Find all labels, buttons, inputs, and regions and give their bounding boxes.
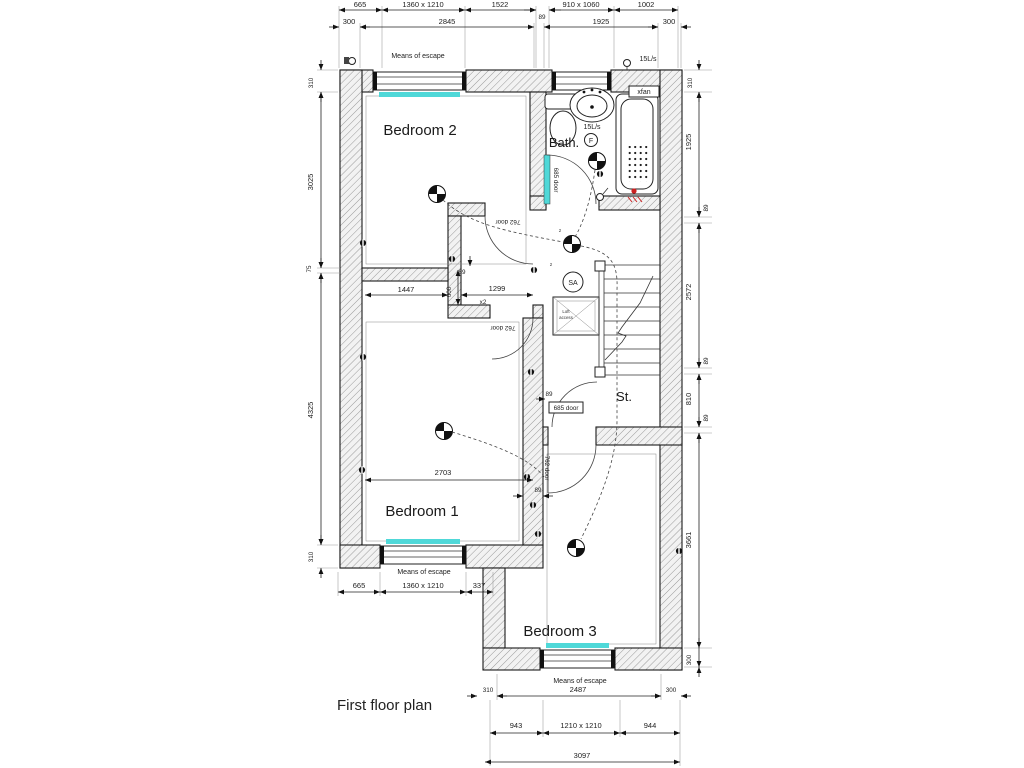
vent-rate-label: 15L/s [639, 56, 657, 63]
room-label-store: St. [616, 389, 632, 404]
dim-label: 600 [446, 286, 453, 298]
vent-rate-label: 15L/s [583, 124, 601, 131]
fan-vent-icon [624, 60, 631, 67]
vent-icon [349, 58, 356, 65]
smoke-alarm-circle [563, 272, 583, 292]
bathtub [616, 94, 658, 202]
dim-label: 4325 [306, 401, 315, 419]
dim-label: 2572 [684, 283, 693, 301]
dim-label: 2845 [438, 17, 456, 26]
xfan-label: xfan [637, 89, 651, 96]
dim-label: 1210 x 1210 [560, 721, 602, 730]
window-bedroom2 [373, 72, 466, 97]
dim-label: x2 [479, 299, 487, 306]
door-size-label: 685 door [552, 167, 559, 193]
dim-label: 89 [545, 391, 553, 398]
dim-label: 1299 [488, 284, 506, 293]
dim-label: 944 [643, 721, 657, 730]
drawing-title: First floor plan [337, 697, 433, 714]
loft-access-label-2: access [559, 315, 573, 320]
anti-slip-dots [626, 146, 648, 182]
dim-label: 89 [703, 357, 710, 365]
heat-alarm-icon [429, 186, 446, 203]
room-label-bedroom1: Bedroom 1 [385, 503, 459, 520]
dim-label: 89 [534, 487, 542, 494]
window-bath [552, 72, 611, 90]
dim-label: 910 x 1060 [562, 0, 600, 9]
dim-label: 2487 [569, 685, 587, 694]
dim-label: 300 [342, 17, 356, 26]
door-size-label: 762 door [495, 218, 521, 225]
dim-label: 310 [482, 687, 494, 694]
dim-label: 89 [703, 204, 710, 212]
dim-label: 89 [538, 14, 546, 21]
loft-access-hatch [553, 297, 599, 335]
room-label-bedroom3: Bedroom 3 [523, 623, 597, 640]
smoke-alarm-label: SA [568, 280, 578, 287]
dim-label: 1447 [397, 285, 415, 294]
door-leaf [544, 155, 550, 204]
dim-label: 75 [306, 265, 313, 273]
heat-alarm-icon [589, 153, 606, 170]
door-size-label: 762 door [490, 324, 516, 331]
dim-label: 943 [509, 721, 523, 730]
dim-label: 300 [662, 17, 676, 26]
glazing-strip [379, 92, 460, 97]
dim-label: 2703 [434, 468, 452, 477]
dim-label: 89 [458, 269, 466, 276]
fan-symbol [585, 134, 598, 147]
dim-label: 1002 [637, 0, 655, 9]
dim-label: 1925 [592, 17, 610, 26]
dim-label: 310 [308, 77, 315, 89]
dim-label: 310 [687, 77, 694, 89]
means-of-escape-label: Means of escape [391, 53, 445, 60]
room-label-bath: Bath. [548, 135, 580, 150]
heat-alarm-icon [564, 236, 581, 253]
dim-label: 3025 [306, 173, 315, 191]
svg-text:685 door: 685 door [553, 405, 579, 412]
dim-label: 337 [472, 581, 486, 590]
fan-letter: F [588, 138, 594, 145]
dim-label: 300 [686, 654, 693, 666]
sink [570, 88, 614, 122]
means-of-escape-label: Means of escape [397, 569, 451, 576]
door-size-label: 762 door [543, 455, 550, 481]
means-of-escape-label: Means of escape [553, 678, 607, 685]
store-door-label [549, 402, 583, 413]
dim-label: 89 [703, 414, 710, 422]
dim-label: 1925 [684, 133, 693, 151]
window-bedroom1 [380, 539, 466, 564]
window-bedroom3 [540, 643, 615, 668]
dim-label: 665 [353, 0, 367, 9]
dim-label: 810 [684, 392, 693, 406]
dim-label: 1360 x 1210 [402, 0, 444, 9]
socket-count-label: 2 [558, 228, 562, 233]
dim-label: 665 [352, 581, 366, 590]
glazing-strip [546, 643, 609, 648]
socket-count-label: 2 [549, 262, 553, 267]
extract-fan [629, 86, 659, 97]
dim-label: 3097 [573, 751, 591, 760]
dim-label: 3661 [684, 531, 693, 549]
glazing-strip [386, 539, 460, 544]
loft-access-label-1: Loft [562, 309, 570, 314]
room-label-bedroom2: Bedroom 2 [383, 122, 457, 139]
tap-point-red [631, 188, 636, 193]
heat-alarm-icon [568, 540, 585, 557]
dim-label: 1360 x 1210 [402, 581, 444, 590]
heat-alarm-icon [436, 423, 453, 440]
dim-label: 310 [308, 551, 315, 563]
dim-label: 300 [665, 687, 677, 694]
dim-label: 1522 [491, 0, 509, 9]
